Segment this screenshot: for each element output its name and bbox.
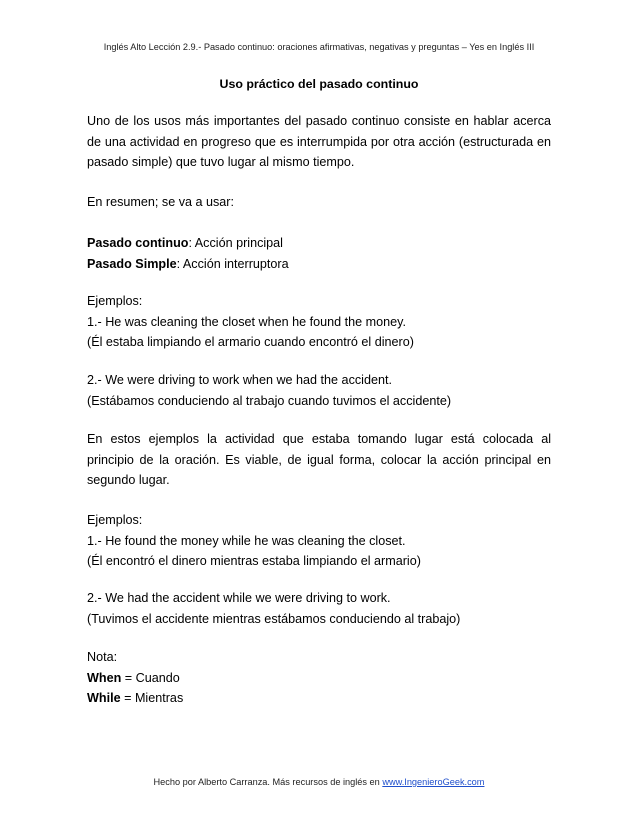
use-term: Pasado continuo	[87, 236, 189, 250]
examples-block-1b	[87, 370, 551, 411]
note-term: When	[87, 670, 122, 685]
page-footer	[0, 777, 638, 787]
use-desc: : Acción principal	[188, 236, 283, 250]
example-spanish: (Tuvimos el accidente mientras estábamos conduciendo al trabajo)	[87, 611, 461, 626]
note-heading: Nota:	[87, 650, 118, 664]
examples-block-2	[87, 510, 551, 572]
examples-block-2b	[87, 588, 551, 629]
example-spanish: (Él estaba limpiando el armario cuando encontró el dinero)	[87, 335, 414, 349]
example-spanish: (Estábamos conduciendo al trabajo cuando tuvimos el accidente)	[87, 393, 452, 408]
note-desc: = Mientras	[120, 691, 184, 705]
example-english: 2.- We were driving to work when we had the accident.	[87, 373, 392, 387]
summary-line: En resumen; se va a usar:	[87, 195, 234, 209]
use-item-continuous	[87, 233, 551, 254]
page-header: Inglés Alto Lección 2.9.- Pasado continuo: oraciones afirmativas, negativas y preguntas – Yes en Inglés III	[103, 42, 535, 52]
example-english: 1.- He was cleaning the closet when he found the money.	[87, 314, 407, 329]
use-term: Pasado Simple	[87, 256, 177, 271]
note-item-while	[87, 688, 551, 709]
example-english: 1.- He found the money while he was cleaning the closet.	[87, 533, 406, 548]
footer-link[interactable]: www.IngenieroGeek.com	[382, 777, 485, 787]
footer-text: Hecho por Alberto Carranza. Más recursos de inglés en	[153, 777, 383, 787]
note-desc: = Cuando	[121, 670, 180, 685]
note-term: While	[87, 691, 121, 705]
uses-list	[87, 233, 551, 274]
intro-paragraph: Uno de los usos más importantes del pasado continuo consiste en hablar acerca de una actividad en progreso que es interrumpida por otra acción (estructurada en pasado simple) que tuvo lugar al mismo tiempo.	[87, 114, 551, 169]
page-title: Uso práctico del pasado continuo	[219, 77, 419, 91]
note-item-when	[87, 668, 551, 689]
example-english: 2.- We had the accident while we were driving to work.	[87, 591, 391, 605]
use-desc: : Acción interruptora	[176, 256, 289, 271]
examples-heading: Ejemplos:	[87, 294, 143, 308]
examples-heading: Ejemplos:	[87, 513, 143, 527]
examples-block-1	[87, 291, 551, 353]
example-spanish: (Él encontró el dinero mientras estaba limpiando el armario)	[87, 554, 421, 568]
note-block	[87, 647, 551, 709]
explanation-paragraph: En estos ejemplos la actividad que estaba tomando lugar está colocada al principio de la oración. Es viable, de igual forma, colocar la acción principal en segundo lugar.	[87, 432, 551, 487]
use-item-simple	[87, 254, 551, 275]
